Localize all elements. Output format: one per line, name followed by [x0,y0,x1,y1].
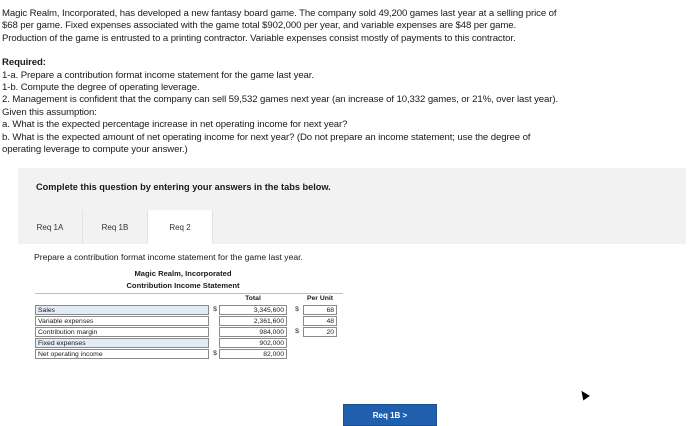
column-header-per-unit: Per Unit [306,295,334,302]
tab-req-1b[interactable]: Req 1B [83,210,148,244]
tab-req-1a[interactable]: Req 1A [18,210,83,244]
variable-expenses-per-unit-input[interactable]: 48 [303,316,337,326]
currency-sign: $ [295,306,299,313]
net-operating-income-total-input[interactable]: 82,000 [219,349,287,359]
tab-bar [18,210,213,244]
panel-title: Complete this question by entering your answers in the tabs below. [36,182,331,192]
intro-line: $68 per game. Fixed expenses associated with the game total $902,000 per year, and variable expenses are $48 per game. [2,20,517,32]
table-row [35,338,343,349]
table-row [35,316,343,327]
tab-req-2[interactable]: Req 2 [148,210,213,244]
requirement-1b: 1-b. Compute the degree of operating leverage. [2,82,200,94]
column-header-total: Total [245,295,261,302]
contribution-margin-per-unit-input[interactable]: 20 [303,327,337,337]
row-label-sales[interactable]: Sales [35,305,209,315]
currency-sign: $ [213,306,217,313]
table-row [35,349,343,360]
row-label-contribution-margin[interactable]: Contribution margin [35,327,209,337]
sales-total-input[interactable]: 3,345,600 [219,305,287,315]
statement-title: Contribution Income Statement [126,281,240,290]
requirement-2: 2. Management is confident that the company can sell 59,532 games next year (an increase of 10,332 games, or 21%, over last year). [2,94,559,106]
question-text [2,8,692,156]
next-tab-button[interactable]: Req 1B > [343,404,437,426]
requirement-2b-cont: operating leverage to compute your answer.) [2,144,188,156]
table-header-row [35,294,343,305]
currency-sign: $ [295,328,299,335]
variable-expenses-total-input[interactable]: 2,361,600 [219,316,287,326]
instruction-text: Prepare a contribution format income statement for the game last year. [34,252,303,262]
requirement-1a: 1-a. Prepare a contribution format income statement for the game last year. [2,69,314,81]
requirement-2b: b. What is the expected amount of net operating income for next year? (Do not prepare an income statement; use the degree of [2,131,531,143]
row-label-fixed-expenses[interactable]: Fixed expenses [35,338,209,348]
statement-company: Magic Realm, Incorporated [134,269,232,278]
fixed-expenses-total-input[interactable]: 902,000 [219,338,287,348]
intro-line: Magic Realm, Incorporated, has developed a new fantasy board game. The company sold 49,200 games last year at a selling price of [2,8,557,19]
intro-line: Production of the game is entrusted to a printing contractor. Variable expenses consist mostly of payments to this contractor. [2,32,516,44]
required-label: Required: [2,57,46,69]
income-statement-table [35,293,343,360]
answer-panel [18,168,686,418]
table-row [35,327,343,338]
requirement-2a: a. What is the expected percentage increase in net operating income for next year? [2,119,348,131]
row-label-net-operating-income[interactable]: Net operating income [35,349,209,359]
sales-per-unit-input[interactable]: 68 [303,305,337,315]
currency-sign: $ [213,350,217,357]
row-label-variable-expenses[interactable]: Variable expenses [35,316,209,326]
table-row [35,305,343,316]
contribution-margin-total-input[interactable]: 984,000 [219,327,287,337]
requirement-2-given: Given this assumption: [2,106,97,118]
